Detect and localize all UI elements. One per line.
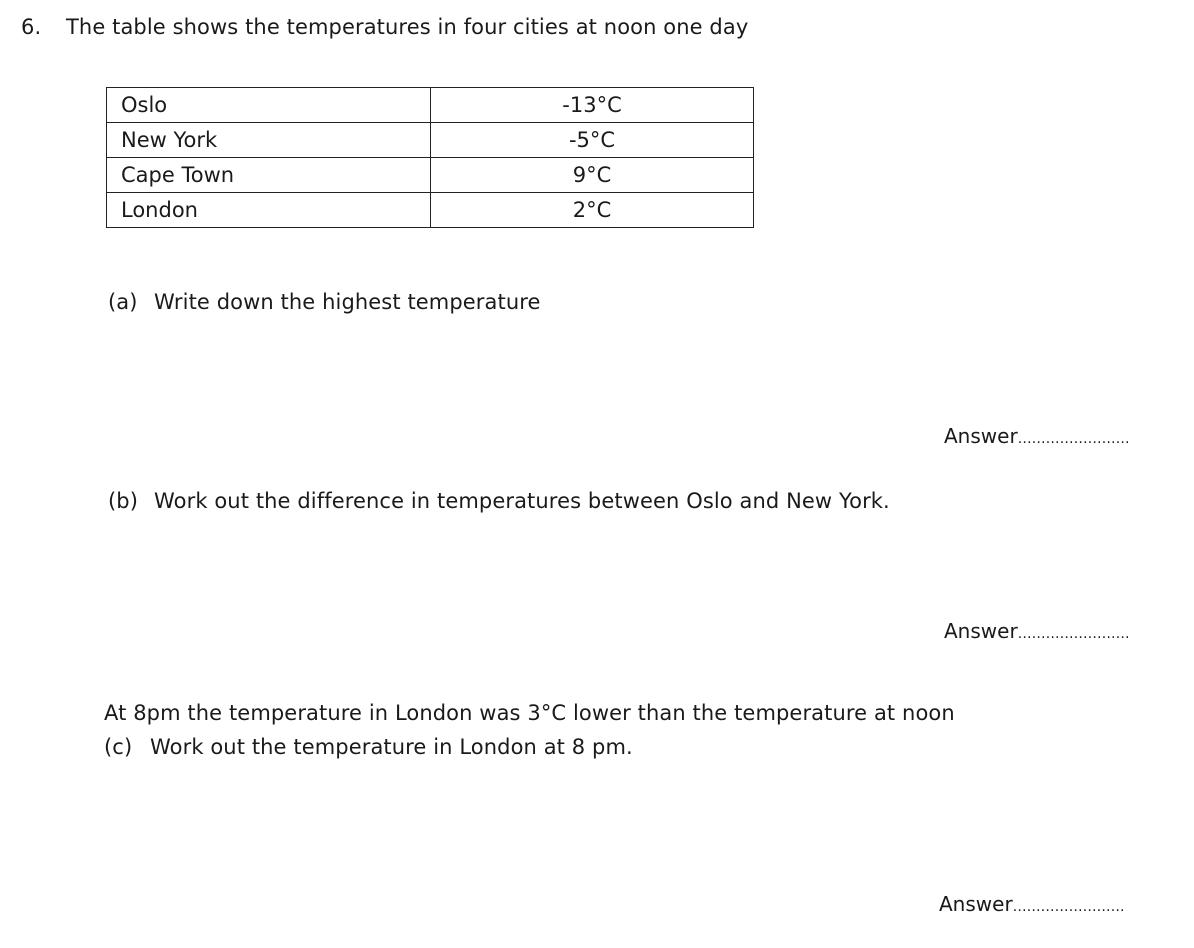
- answer-line-b[interactable]: [944, 619, 1130, 643]
- part-c-text: Work out the temperature in London at 8 pm.: [150, 735, 633, 759]
- answer-label: Answer: [939, 892, 1013, 916]
- answer-line-c[interactable]: [939, 892, 1125, 916]
- temperature-cell: 9°C: [431, 158, 754, 193]
- part-b: [108, 489, 890, 513]
- question-number: 6.: [21, 15, 42, 39]
- table-row: [107, 193, 754, 228]
- temperature-cell: -5°C: [431, 123, 754, 158]
- table-row: [107, 158, 754, 193]
- city-cell: London: [107, 193, 431, 228]
- temperature-cell: 2°C: [431, 193, 754, 228]
- temperature-table: [106, 87, 754, 228]
- part-a-label: (a): [108, 290, 138, 314]
- city-cell: Oslo: [107, 88, 431, 123]
- answer-dots: ……………………: [1012, 899, 1125, 915]
- part-b-label: (b): [108, 489, 139, 513]
- table-row: [107, 88, 754, 123]
- city-cell: Cape Town: [107, 158, 431, 193]
- table-row: [107, 123, 754, 158]
- city-cell: New York: [107, 123, 431, 158]
- answer-dots: ……………………: [1017, 626, 1130, 642]
- question-intro: The table shows the temperatures in four cities at noon one day: [66, 15, 749, 39]
- answer-line-a[interactable]: [944, 424, 1130, 448]
- answer-label: Answer: [944, 424, 1018, 448]
- part-c-intro: At 8pm the temperature in London was 3°C lower than the temperature at noon: [104, 701, 955, 725]
- part-a-text: Write down the highest temperature: [154, 290, 541, 314]
- part-a: [108, 290, 541, 314]
- part-b-text: Work out the difference in temperatures between Oslo and New York.: [154, 489, 890, 513]
- answer-label: Answer: [944, 619, 1018, 643]
- temperature-cell: -13°C: [431, 88, 754, 123]
- answer-dots: ……………………: [1017, 431, 1130, 447]
- part-c-label: (c): [104, 735, 133, 759]
- part-c: [104, 735, 633, 759]
